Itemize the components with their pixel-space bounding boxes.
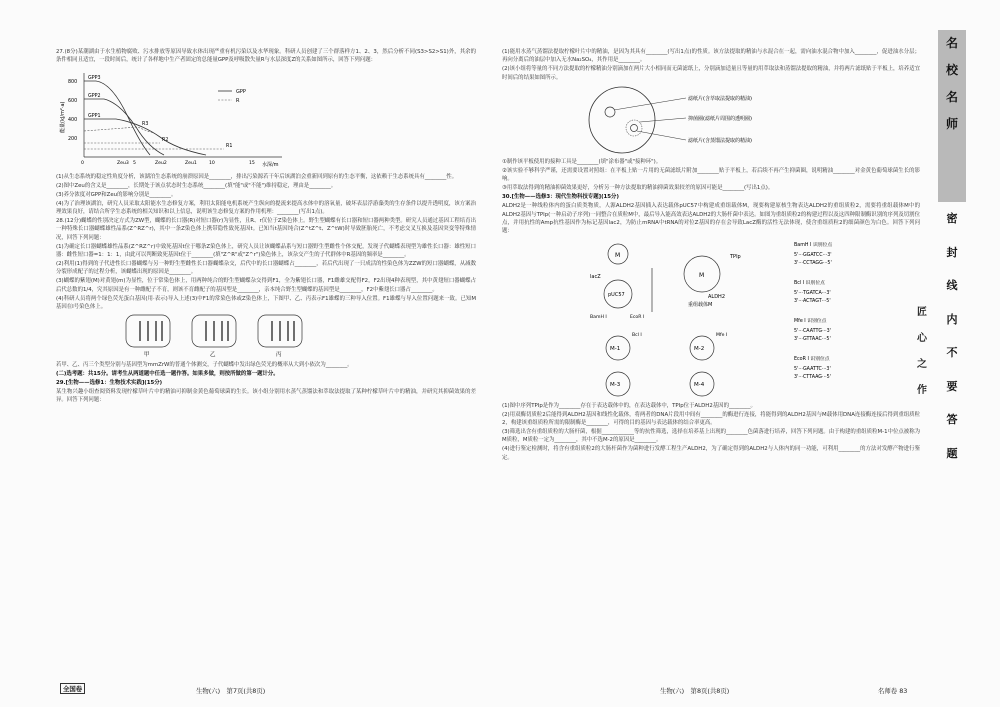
diag-mfei: Mfe I [716, 332, 728, 338]
q29-sub2: (2)该小组将等量的不同方法提取的柠檬精油分别滴加在两片大小相同而无菌滤纸上，分别滴加适量且等量的用萃取法和蒸馏法提取的精油，并将两片滤纸贴于平板上，培养适宜时间后的结果如图所示。 [502, 66, 920, 81]
graph-xticks [81, 160, 255, 166]
cell-jia [126, 315, 170, 358]
y-tick-label: 800 [68, 79, 78, 85]
gpp-r-graph [56, 67, 296, 171]
right-column [502, 48, 920, 666]
x-tick-label: Zeu3 [117, 160, 129, 166]
brand-char: 名 [945, 90, 958, 104]
dish-label-3: 滤纸片(含蒸馏法提取的精油) [688, 138, 752, 145]
page-number-right: 生物(六) 第8页(共8页) [660, 687, 730, 695]
region-badge: 全国卷 [60, 683, 85, 694]
binding-margin [938, 30, 966, 678]
q29-sub2b: ②该实验不够科学严谨，还需要设置对照组：在平板上贴一片用的无菌滤纸片附加________贴于平板上，若后续不再产生抑菌圈，说明精油________对金黄色葡萄球菌生长的影响。 [502, 168, 920, 183]
brand-strip [938, 30, 966, 202]
stamp-char: 心 [917, 333, 927, 344]
q30-intro: ALDH2是一种线粒体内的蛋白质类物质，人源ALDH2基因插入表达载体pUC57中构建成重组载体M，现要构建原核生物表达ALDH2的重组质粒2，需要将重组载体M中的ALDH2基因与TPIp(一种启动子序列)一同整合在质粒M中，最后导入能高效表达ALDH2的大肠杆菌中表达。如图为重组质粒2的构建过程以及这四种限制酶识别的序列及切割位点，并用抗性的Amp抗性基因作为标记基因lac2，为防止mRNA中tRNA的对位Z基因的存在会导致LacZ酶的活性无法体现，使含重组质粒2的细菌颜色为白色。回答下列问题： [502, 203, 920, 235]
cell-yi-label: 乙 [210, 352, 216, 359]
inhibition-zone [626, 120, 642, 136]
q28-sub4: (4)科研人员将两个绿色荧光蛋白基因(用·表示)导入上述(3)中F1的常染色体或Z染色体上，下图甲、乙、丙表示F1雄蝶的三种导入位置。F1雄蝶与导入位置问题来一致。已知M基因在Ⅰ号染色体上。 [56, 295, 476, 310]
gpp3-label: GPP3 [88, 75, 101, 81]
q29-sub2a: ①制作该平板使用的接种工具是________(填"涂布器"或"接种环")。 [502, 159, 662, 166]
x-tick-label: 15 [249, 160, 255, 166]
brand-char: 名 [945, 36, 958, 50]
seal-char: 答 [946, 413, 958, 426]
r3-label: R3 [142, 121, 149, 127]
q29-title: 29.[生物——选修1：生物技术实践](15分) [56, 380, 163, 387]
q30-sub4: (4)进行鉴定检测时，将含有重组质粒2的大肠杆菌作为菌种进行发酵工程生产ALDH2，为了确定得到的ALDH2与人体内的同一功能，可利用________的方法对发酵产物进行鉴定。 [502, 446, 920, 461]
stamp-char: 之 [917, 359, 927, 370]
enzyme-seq-bottom: 3'···ACTAGT···5' [794, 298, 831, 304]
diag-puc57: pUC57 [608, 291, 625, 298]
seal-char: 封 [946, 245, 958, 259]
enzyme-name: Bcl I 识别位点 [794, 280, 825, 286]
diag-m2: M-2 [694, 345, 705, 352]
diag-bcli: Bcl I [632, 332, 642, 338]
dish-label-2: 抑菌圈(滤纸片周围的透明圈) [688, 116, 752, 123]
dish-label-1: 滤纸片(含萃取法提取的精油) [688, 96, 752, 103]
graph-yticks [68, 79, 77, 142]
petri-dish [589, 87, 655, 153]
brand-char: 校 [945, 63, 958, 77]
diag-m3: M-3 [610, 381, 621, 388]
q30-sub3: (3)筛选出含有重组质粒的大肠杆菌，根据____________等的抗性筛选，选择在培养基上出现的________色菌落进行培养，回答下列问题。由于构建的重组质粒M-1中位点被称为M质粒，M质粒一定为________，其中不选M-2的原因是________。 [502, 429, 920, 444]
gpp2-curve [84, 99, 164, 155]
diag-m4: M-4 [694, 381, 705, 388]
graph-ylabel: 能量(kJ/m²·a) [60, 101, 66, 133]
x-tick-label: Zeu2 [155, 160, 167, 166]
q29-sub2c: ③用萃取法得到的精油抑菌效果更好，分析另一种方法提取的精油抑菌效果较差的原因可能是________(写出1点)。 [502, 185, 774, 192]
gpp2-label: GPP2 [88, 93, 101, 99]
r1-label: R1 [226, 143, 233, 149]
x-tick-label: 10 [209, 160, 215, 166]
y-tick-label: 400 [68, 117, 78, 123]
enzyme-seq-bottom: 3'···CCTAGG···5' [794, 260, 832, 266]
enzyme-name: EcoR I 识别位点 [794, 356, 830, 362]
x-tick-label: 0 [81, 160, 84, 166]
x-tick-label: Zeu1 [185, 160, 197, 166]
x-tick-label: 5 [133, 160, 136, 166]
plasmid-construction-diagram [502, 238, 912, 400]
q28-sub1: (1)为确定长口器蝴蝶雄性品系(Z^RZ^r)中致死基因t位于哪条Z染色体上，研究人员让该蝴蝶品系与短口器野生型雌性个体交配，发现子代蝴蝶表现型为雄性长口器：雄性短口器：雌性短口器=1：1：1，由此可以判断致死基因t位于________(填"Z^R"或"Z^r")染色体上，该杂交产生的子代群体中R基因的频率是________。 [56, 243, 476, 258]
chromosome-cells [56, 313, 356, 359]
q27-sub2: (2)图中Zeu的含义是________，长期处于该点状态时生态系统________(填"能"或"不能")维持稳定，理由是________。 [56, 182, 337, 189]
left-column [56, 48, 476, 666]
q29-intro: 某生物兴趣小组查阅资料发现柠檬草叶片中的精油可抑制金黄色葡萄球菌的生长。该小组分别用水蒸气蒸馏法和萃取法提取了某种柠檬草叶片中的精油，并研究其抑菌效果的差异。回答下列问题： [56, 389, 476, 404]
q28-intro: 28.(12分)蝴蝶的性别决定方式为ZW型，蝴蝶的长口器(R)对短口器(r)为显性，且R、r仅位于Z染色体上。野生型蝴蝶有长口器和短口器两种类型。研究人员通过基因工程培育出一种特殊长口器蝴蝶雄性品系(Z^RZ^r)，其中一条Z染色体上携带隐性致死基因t。已知当t基因纯合(Z^tZ^t、Z^tW)时导致胚胎死亡，不考虑交叉互换及基因突变等特殊情况，回答下列问题： [56, 217, 476, 241]
enzyme-name: BamH I 识别位点 [794, 242, 833, 248]
craft-stamp [912, 300, 932, 404]
q27-sub1: (1)从生态系统的稳定性角度分析，该湖泊生态系统的崩溃原因是________，排出污染源若干年后该湖泊会重新回到原有的生态平衡，这依赖于生态系统具有________性。 [56, 173, 458, 180]
q27-sub3: (3)养分浓度对GPP和Zeu的影响分别是________。 [56, 191, 177, 198]
diag-bamhi: BamH I [590, 314, 607, 320]
q30-sub1: (1)图中序列TPIp是作为________存在于表达载体中的，在表达载体中，TPIp位于ALDH2基因的________。 [502, 402, 756, 409]
diag-M: M [615, 251, 621, 259]
q30-sub2: (2)用双酶切质粒2后能得到ALDH2基因和线性化载体，将两者的DNA片段用中间有________的酶进行连接，将能得到的ALDH2基因与M载体用DNA连接酶连接后得到重组质粒2，构建该重组质粒所需的限制酶是________，可得的目的基因与表达载体的结合率更高。 [502, 411, 920, 427]
cell-jia-label: 甲 [144, 352, 150, 359]
seal-char: 要 [946, 379, 958, 393]
q30-title: 30.[生物——选修3：现代生物科技专题](15分) [502, 194, 619, 201]
y-tick-label: 600 [68, 98, 78, 104]
diag-ecori: EcoR I [630, 314, 645, 320]
enzyme-seq-top: 5'···GAATTC···3' [794, 366, 831, 372]
choose-instruction: (二)选考题：共15分。请考生从两道题中任选一题作答。如果多做，则按所做的第一题计分。 [56, 371, 279, 378]
enzyme-seq-bottom: 3'···GTTAAC···5' [794, 336, 831, 342]
seal-char: 不 [946, 346, 958, 359]
brand-char: 师 [945, 117, 958, 131]
graph-xlabel: 水深/m [262, 161, 279, 168]
y-tick-label: 200 [68, 136, 78, 142]
diag-lacz: lacZ [590, 273, 601, 280]
diag-m1: M-1 [610, 345, 621, 352]
diag-tpip: TPIp [730, 253, 741, 260]
enzyme-name: Mfe I 识别位点 [794, 318, 827, 324]
legend-gpp: GPP [236, 88, 246, 95]
diag-M2: M [699, 271, 705, 279]
q27-sub4: (4)为了治理该湖泊，研究人员采取太阳能水生态修复方案，利用太阳能电机系统产生纵向的提流来提高水体中的溶氧量，破坏表层浮游藻类的生存条件以提升透明度，该方案治理效果良好，请结合所学生态系统的相关知识和以上信息，说明该生态修复方案的作用机理：________(写出1点)。 [56, 200, 476, 215]
q29-sub1: (1)能用水蒸气蒸馏法提取柠檬叶片中的精油，是因为其具有________(写出1点)的性质。该方法提取的精油与水混合在一起，需向油水混合物中加入________，促进油水分层；再向分离后的油层中加入无水Na₂SO₄，其作用是________。 [502, 49, 920, 64]
diag-aldh2: ALDH2 [708, 293, 725, 300]
seal-line-text [938, 202, 966, 678]
q28-sub4b: 若甲、乙、丙三个类型分别与基因型为mmZrW的普通个体测交，子代蝴蝶中发出绿色荧光的概率从大到小依次为________。 [56, 362, 353, 369]
diag-recomb: 重组载体M [688, 301, 713, 308]
seal-char: 题 [946, 446, 958, 460]
q28-sub3: (3)蝴蝶的紫翅(M)对黄翅(m)为显性，位于常染色体上，用两种纯合的野生型蝴蝶杂交得到F1，全为紫翅长口器，F1雌雄交配得F2，F2出现4种表现型，其中黄翅短口器蝴蝶占后代总数的1/4，究其原因是有一种雌配子不育，则该不育雌配子的基因型是________，亲本纯合野生型蝴蝶的基因型是________，F2中紫翅长口器占________。 [56, 278, 476, 293]
seal-char: 内 [946, 312, 958, 326]
seal-char: 密 [946, 212, 958, 225]
enzyme-seq-top: 5'···GGATCC···3' [794, 252, 832, 258]
cell-bing [258, 315, 302, 358]
q27-intro: 27.(8分)某潮湖由于水生植物腐败、污水排放等原因导致水体出现严重有机污染以及水华现象。科研人员创建了三个群落样方1、2、3，然后分析不同(S3>S2>S1)外，其余的条件相同且适宜，一段时间后，统计了各样地中生产者固定的总能量GPP及呼吸散失量R与水层深度Z的关系如图所示，回答下列问题： [56, 49, 476, 64]
enzyme-seq-top: 5'···TGATCA···3' [794, 290, 831, 296]
enzyme-seq-top: 5'···CAATTG···3' [794, 328, 832, 334]
cell-yi [192, 315, 236, 358]
page-number-left: 生物(六) 第7页(共8页) [196, 687, 266, 695]
filter-disc-extract [605, 107, 615, 117]
stamp-char: 作 [917, 385, 927, 396]
enzyme-seq-bottom: 3'···CTTAAG···5' [794, 374, 831, 380]
cell-bing-label: 丙 [276, 352, 282, 359]
r2-label: R2 [162, 137, 169, 143]
legend-r: R [236, 97, 240, 104]
enzyme-site-list [794, 241, 832, 380]
filter-disc-distill [631, 125, 638, 132]
stamp-char: 匠 [917, 307, 927, 318]
seal-char: 线 [946, 279, 958, 292]
gpp1-label: GPP1 [88, 113, 101, 119]
series-code: 名师卷 83 [878, 687, 908, 695]
petri-dish-figure [502, 84, 822, 156]
q28-sub2: (2)利用(1)得到的子代进性长口器蝴蝶与另一种野生型雌性长口器蝴蝶杂交，后代中的长口器蝴蝶占________，若后代出现了一只成活的性染色体为ZZW的短口器蝴蝶，从减数分裂形成配子的过程分析，该蝴蝶出现的原因是________。 [56, 260, 476, 276]
